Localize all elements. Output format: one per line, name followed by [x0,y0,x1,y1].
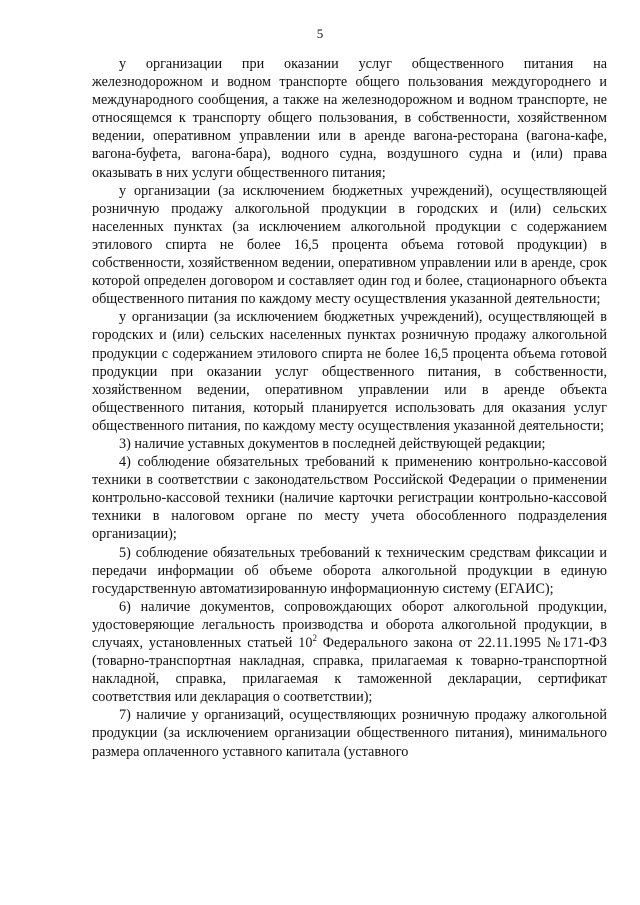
page-number: 5 [316,26,324,41]
list-item-4: 4) соблюдение обязательных требований к применению контрольно-кассовой техники в соответствии с законодательством Российской Федерации о применении контрольно-кассовой техники (наличие карточки регистрации контрольно-кассовой техники в налоговом органе по месту учета обособленного подразделения организации); [92,454,607,543]
article-superscript: 2 [312,633,317,643]
list-item-6 [92,598,607,707]
list-item-3: 3) наличие уставных документов в последней действующей редакции; [119,435,546,452]
list-item-6-text-after: Федерального закона от 22.11.1995 №171-ФЗ (товарно-транспортная накладная, справка, прилагаемая к товарно-транспортной накладной, справка, прилагаемая к таможенной декларации, сертификат соответствия или декларация о соответствии); [92,635,607,706]
paragraph-retail-premises: у организации (за исключением бюджетных учреждений), осуществляющей розничную продажу алкогольной продукции в городских и (или) сельских населенных пунктах (за исключением алкогольной продукции с содержанием этилового спирта не более 16,5 процента объема готовой продукции) в собственности, хозяйственном ведении, оперативном управлении или в аренде, срок которой определен договором и составляет один год и более, стационарного объекта общественного питания по каждому месту осуществления указанной деятельности; [92,182,607,308]
paragraph-railway-water-transport: у организации при оказании услуг общественного питания на железнодорожном и водном транспорте общего пользования междугороднего и международного сообщения, а также на железнодорожном и водном транспорте, не относящемся к транспорту общего пользования, в собственности, хозяйственном ведении, оперативном управлении или в аренде вагона-ресторана (вагона-кафе, вагона-буфета, вагона-бара), водного судна, воздушного судна и (или) права оказывать в них услуги общественного питания; [92,56,607,181]
document-body [92,55,607,761]
paragraph-low-alcohol-catering: у организации (за исключением бюджетных учреждений), осуществляющей в городских и (или) сельских населенных пунктах розничную продажу алкогольной продукции с содержанием этилового спирта не более 16,5 процента объема готовой продукции при оказании услуг общественного питания, в собственности, хозяйственном ведении, оперативном управлении или в аренде объекта общественного питания, который планируется использовать для оказания услуг общественного питания, по каждому месту осуществления указанной деятельности; [92,309,607,434]
list-item-6-text-before: 6) наличие документов, сопровождающих оборот алкогольной продукции, удостоверяющие легальность производства и оборота алкогольной продукции, в случаях, установленных статьей 10 [92,598,607,651]
list-item-5: 5) соблюдение обязательных требований к техническим средствам фиксации и передачи информации об объеме оборота алкогольной продукции в единую государственную автоматизированную информационную систему (ЕГАИС); [92,544,607,597]
list-item-7: 7) наличие у организаций, осуществляющих розничную продажу алкогольной продукции (за исключением организации общественного питания), минимального размера оплаченного уставного капитала (уставного [92,707,607,760]
